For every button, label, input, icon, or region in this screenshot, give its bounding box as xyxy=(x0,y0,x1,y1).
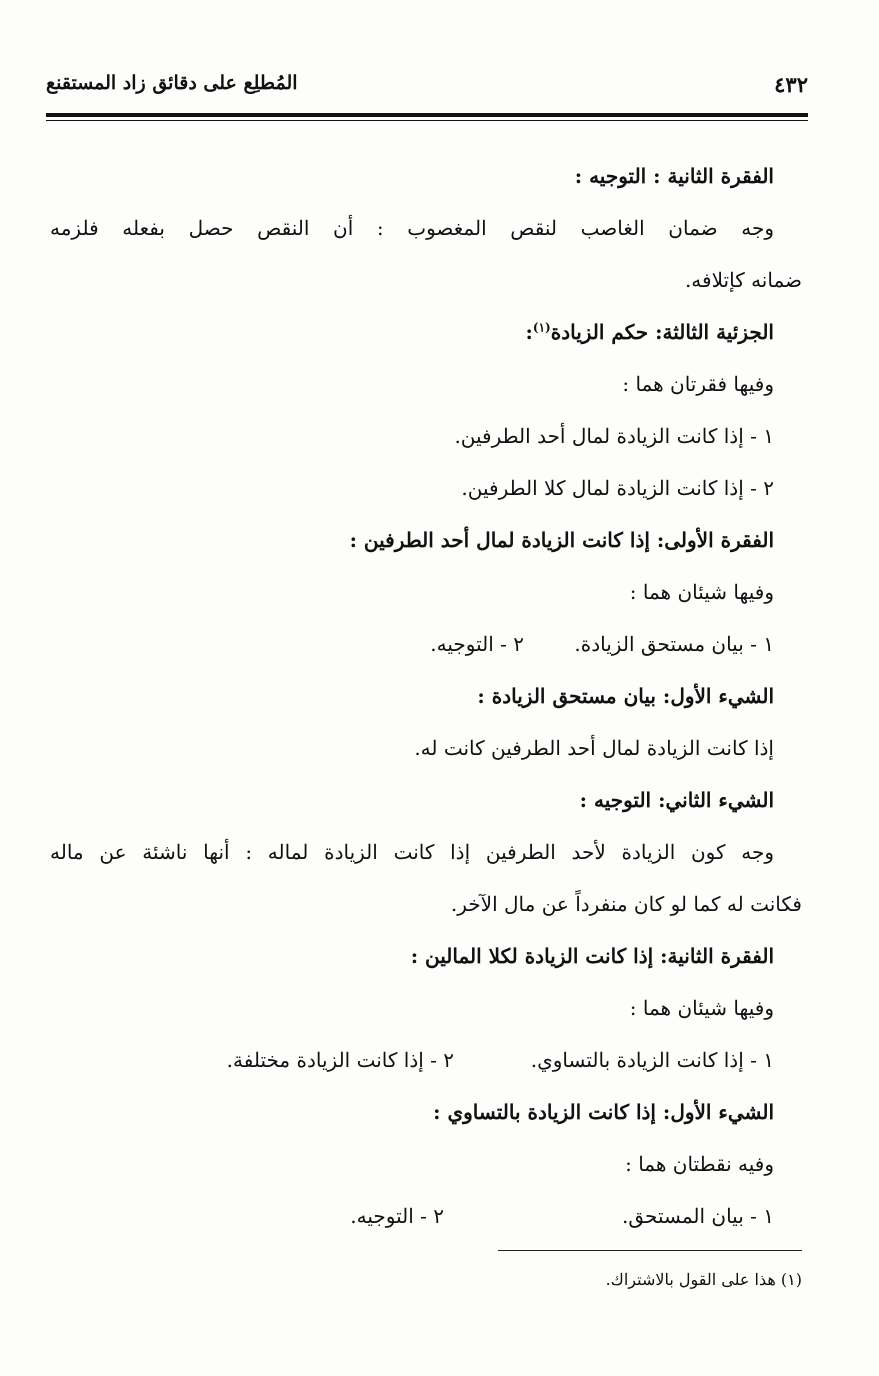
list-item: ١ - إذا كانت الزيادة بالتساوي. xyxy=(530,1048,774,1072)
list-row xyxy=(50,1190,802,1242)
list-item: ٢ - التوجيه. xyxy=(350,1204,444,1228)
paragraph-line: فكانت له كما لو كان منفرداً عن مال الآخر. xyxy=(450,892,802,916)
section-heading: الشيء الثاني: التوجيه : xyxy=(579,788,774,812)
paragraph-line: وجه كون الزيادة لأحد الطرفين إذا كانت الزيادة لماله : أنها ناشئة عن ماله xyxy=(50,840,774,864)
heading-colon: : xyxy=(525,320,533,344)
list-item: ٢ - إذا كانت الزيادة مختلفة. xyxy=(226,1048,454,1072)
footnote-marker: (١) xyxy=(532,320,551,335)
header-rule-thick xyxy=(46,113,808,117)
list-item: ٢ - التوجيه. xyxy=(430,632,524,656)
section-heading: الفقرة الثانية: إذا كانت الزيادة لكلا المالين : xyxy=(410,944,774,968)
header-rule-thin xyxy=(46,120,808,121)
paragraph-line: وفيها شيئان هما : xyxy=(629,580,774,604)
list-item: ١ - إذا كانت الزيادة لمال أحد الطرفين. xyxy=(454,424,774,448)
section-heading xyxy=(50,306,802,358)
list-row xyxy=(50,618,802,670)
paragraph-line: ضمانه كإتلافه. xyxy=(684,268,802,292)
list-item: ١ - بيان المستحق. xyxy=(622,1204,774,1228)
list-item: ١ - بيان مستحق الزيادة. xyxy=(574,632,774,656)
section-heading: الشيء الأول: بيان مستحق الزيادة : xyxy=(477,684,774,708)
list-row xyxy=(50,1034,802,1086)
section-heading: الشيء الأول: إذا كانت الزيادة بالتساوي : xyxy=(433,1100,774,1124)
footnote-separator xyxy=(498,1250,802,1251)
list-item: ٢ - إذا كانت الزيادة لمال كلا الطرفين. xyxy=(461,476,774,500)
page-body xyxy=(50,150,802,1242)
paragraph-line: وجه ضمان الغاصب لنقص المغصوب : أن النقص حصل بفعله فلزمه xyxy=(50,216,774,240)
section-heading: الفقرة الأولى: إذا كانت الزيادة لمال أحد الطرفين : xyxy=(349,528,774,552)
section-heading: الفقرة الثانية : التوجيه : xyxy=(574,164,774,188)
paragraph-line: إذا كانت الزيادة لمال أحد الطرفين كانت له. xyxy=(414,736,774,760)
page-header xyxy=(46,72,808,106)
paragraph-line: وفيه نقطتان هما : xyxy=(625,1152,774,1176)
heading-text: الجزئية الثالثة: حكم الزيادة xyxy=(550,320,774,344)
footnote: (١) هذا على القول بالاشتراك. xyxy=(605,1270,802,1289)
paragraph-line: وفيها شيئان هما : xyxy=(629,996,774,1020)
running-title: المُطلِع على دقائق زاد المستقنع xyxy=(46,72,298,94)
page-number: ٤٣٢ xyxy=(774,72,808,97)
paragraph-line: وفيها فقرتان هما : xyxy=(622,372,774,396)
